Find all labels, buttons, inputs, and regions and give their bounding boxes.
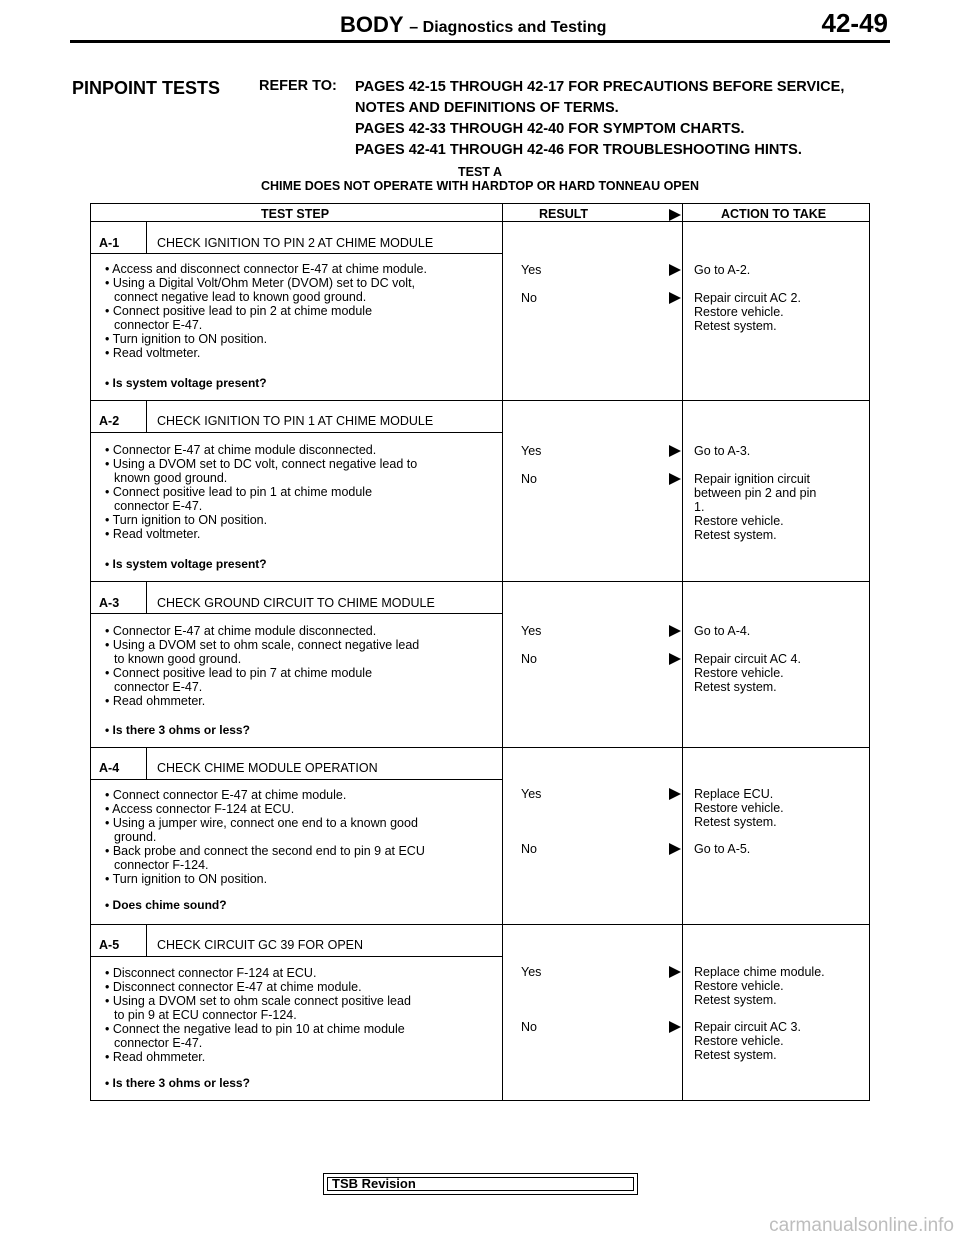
action-cell	[694, 624, 869, 638]
instruction-line: • Connect positive lead to pin 2 at chime module	[105, 304, 373, 318]
page-number: 42-49	[821, 8, 888, 38]
header-divider	[91, 221, 869, 222]
action-cell	[694, 787, 869, 829]
step-instructions	[105, 443, 495, 541]
action-cell	[694, 652, 869, 694]
instruction-line: • Connect the negative lead to pin 10 at chime module	[105, 1022, 405, 1036]
test-id: TEST A	[458, 165, 502, 179]
action-line: Restore vehicle.	[694, 514, 784, 528]
step-question: • Is system voltage present?	[105, 557, 267, 571]
instruction-line: • Disconnect connector E-47 at chime module.	[105, 980, 362, 994]
step-id: A-5	[99, 938, 120, 952]
action-line: Repair ignition circuit	[694, 472, 811, 486]
result-no: No	[521, 842, 537, 856]
refer-list	[355, 77, 885, 161]
action-cell	[694, 263, 869, 277]
refer-line: PAGES 42-41 THROUGH 42-46 FOR TROUBLESHOOTING HINTS.	[355, 142, 802, 158]
action-line: Retest system.	[694, 993, 777, 1007]
step-instructions	[105, 624, 495, 708]
step-id-divider	[146, 221, 147, 253]
step-question: • Is system voltage present?	[105, 376, 267, 390]
action-line: Replace chime module.	[694, 965, 825, 979]
action-line: Repair circuit AC 2.	[694, 291, 801, 305]
arrow-right-icon	[669, 1021, 681, 1033]
result-yes: Yes	[521, 965, 542, 979]
instruction-line: • Access and disconnect connector E-47 at chime module.	[105, 262, 427, 276]
refer-to-label: REFER TO:	[259, 78, 337, 94]
arrow-right-icon	[669, 788, 681, 800]
instruction-line: • Using a DVOM set to ohm scale connect positive lead	[105, 994, 411, 1008]
instruction-line: • Turn ignition to ON position.	[105, 872, 268, 886]
step-title-divider	[91, 613, 502, 614]
instruction-line: • Read ohmmeter.	[105, 1050, 206, 1064]
tsb-revision-box	[323, 1173, 638, 1195]
pinpoint-test-table	[90, 203, 870, 1101]
instruction-line: • Read ohmmeter.	[105, 694, 206, 708]
step-question: • Is there 3 ohms or less?	[105, 1076, 250, 1090]
instruction-line: • Connect positive lead to pin 7 at chime module	[105, 666, 373, 680]
action-line: Retest system.	[694, 319, 777, 333]
column-divider	[502, 204, 503, 1100]
instruction-line: • Read voltmeter.	[105, 527, 201, 541]
step-title: CHECK CIRCUIT GC 39 FOR OPEN	[157, 938, 364, 952]
arrow-right-icon	[669, 653, 681, 665]
arrow-right-icon	[669, 264, 681, 276]
instruction-line: • Using a jumper wire, connect one end to a known good	[105, 816, 418, 830]
arrow-right-icon	[669, 292, 681, 304]
action-line: Retest system.	[694, 815, 777, 829]
step-title: CHECK CHIME MODULE OPERATION	[157, 761, 378, 775]
step-title: CHECK GROUND CIRCUIT TO CHIME MODULE	[157, 596, 435, 610]
action-line: Retest system.	[694, 1048, 777, 1062]
instruction-line: • Connect positive lead to pin 1 at chime module	[105, 485, 373, 499]
result-no: No	[521, 291, 537, 305]
action-line: Restore vehicle.	[694, 979, 784, 993]
step-id: A-3	[99, 596, 120, 610]
refer-line: PAGES 42-15 THROUGH 42-17 FOR PRECAUTIONS BEFORE SERVICE,	[355, 79, 845, 95]
refer-line: PAGES 42-33 THROUGH 42-40 FOR SYMPTOM CHARTS.	[355, 121, 745, 137]
step-id-divider	[146, 400, 147, 432]
result-no: No	[521, 472, 537, 486]
instruction-line: • Connector E-47 at chime module disconnected.	[105, 443, 377, 457]
row-divider	[91, 581, 869, 582]
instruction-line: • Using a Digital Volt/Ohm Meter (DVOM) set to DC volt,	[105, 276, 416, 290]
action-line: Go to A-4.	[694, 624, 751, 638]
step-title-divider	[91, 253, 502, 254]
instruction-line: • Access connector F-124 at ECU.	[105, 802, 295, 816]
test-title: CHIME DOES NOT OPERATE WITH HARDTOP OR HARD TONNEAU OPEN	[261, 179, 699, 193]
instruction-line: • Connect connector E-47 at chime module.	[105, 788, 347, 802]
result-yes: Yes	[521, 263, 542, 277]
step-question: • Is there 3 ohms or less?	[105, 723, 250, 737]
instruction-line: • Using a DVOM set to ohm scale, connect negative lead	[105, 638, 420, 652]
action-line: Go to A-2.	[694, 263, 751, 277]
arrow-right-icon	[669, 445, 681, 457]
instruction-line: • Disconnect connector F-124 at ECU.	[105, 966, 317, 980]
instruction-line: • Using a DVOM set to DC volt, connect negative lead to	[105, 457, 418, 471]
instruction-line: ground.	[114, 830, 157, 844]
watermark: carmanualsonline.info	[769, 1215, 954, 1236]
action-line: Restore vehicle.	[694, 305, 784, 319]
step-id-divider	[146, 747, 147, 779]
col-head-result: RESULT	[539, 207, 589, 221]
instruction-line: • Connector E-47 at chime module disconnected.	[105, 624, 377, 638]
instruction-line: connector E-47.	[114, 318, 203, 332]
refer-line: NOTES AND DEFINITIONS OF TERMS.	[355, 100, 619, 116]
step-instructions	[105, 788, 495, 886]
arrow-right-icon	[669, 966, 681, 978]
step-title-divider	[91, 956, 502, 957]
instruction-line: connector F-124.	[114, 858, 209, 872]
step-id: A-4	[99, 761, 120, 775]
arrow-right-icon	[669, 843, 681, 855]
step-title-divider	[91, 779, 502, 780]
header-rule	[70, 40, 890, 43]
step-title: CHECK IGNITION TO PIN 2 AT CHIME MODULE	[157, 236, 434, 250]
result-yes: Yes	[521, 444, 542, 458]
instruction-line: connector E-47.	[114, 499, 203, 513]
pinpoint-tests-label: PINPOINT TESTS	[72, 78, 221, 98]
action-line: 1.	[694, 500, 705, 514]
instruction-line: • Turn ignition to ON position.	[105, 332, 268, 346]
step-id: A-1	[99, 236, 120, 250]
action-line: between pin 2 and pin	[694, 486, 817, 500]
instruction-line: connect negative lead to known good ground.	[114, 290, 367, 304]
row-divider	[91, 924, 869, 925]
arrow-right-icon	[669, 473, 681, 485]
step-id-divider	[146, 924, 147, 956]
column-divider	[682, 204, 683, 1100]
step-instructions	[105, 262, 495, 360]
instruction-line: • Read voltmeter.	[105, 346, 201, 360]
action-cell	[694, 842, 869, 856]
action-line: Restore vehicle.	[694, 801, 784, 815]
instruction-line: connector E-47.	[114, 680, 203, 694]
arrow-right-icon	[669, 625, 681, 637]
action-line: Retest system.	[694, 528, 777, 542]
action-cell	[694, 965, 869, 1007]
action-cell	[694, 291, 869, 333]
instruction-line: to known good ground.	[114, 652, 242, 666]
instruction-line: connector E-47.	[114, 1036, 203, 1050]
step-title-divider	[91, 432, 502, 433]
step-question: • Does chime sound?	[105, 898, 227, 912]
instruction-line: to pin 9 at ECU connector F-124.	[114, 1008, 297, 1022]
result-no: No	[521, 652, 537, 666]
row-divider	[91, 400, 869, 401]
action-cell	[694, 1020, 869, 1062]
page-header	[70, 8, 890, 40]
instruction-line: • Back probe and connect the second end to pin 9 at ECU	[105, 844, 425, 858]
step-title: CHECK IGNITION TO PIN 1 AT CHIME MODULE	[157, 414, 434, 428]
result-no: No	[521, 1020, 537, 1034]
step-instructions	[105, 966, 495, 1064]
section-subtitle: – Diagnostics and Testing	[409, 19, 607, 36]
result-yes: Yes	[521, 624, 542, 638]
step-id: A-2	[99, 414, 120, 428]
result-yes: Yes	[521, 787, 542, 801]
action-line: Go to A-3.	[694, 444, 751, 458]
section-title	[340, 12, 606, 38]
action-line: Restore vehicle.	[694, 1034, 784, 1048]
instruction-line: • Turn ignition to ON position.	[105, 513, 268, 527]
col-head-action: ACTION TO TAKE	[721, 207, 827, 221]
action-line: Replace ECU.	[694, 787, 774, 801]
col-head-test-step: TEST STEP	[261, 207, 330, 221]
action-cell	[694, 472, 869, 542]
action-line: Restore vehicle.	[694, 666, 784, 680]
section-title-main: BODY	[340, 12, 404, 37]
result-arrow-icon	[669, 209, 681, 221]
step-id-divider	[146, 581, 147, 613]
row-divider	[91, 747, 869, 748]
test-heading	[90, 165, 870, 193]
action-line: Go to A-5.	[694, 842, 751, 856]
action-line: Repair circuit AC 3.	[694, 1020, 801, 1034]
action-cell	[694, 444, 869, 458]
instruction-line: known good ground.	[114, 471, 228, 485]
action-line: Retest system.	[694, 680, 777, 694]
tsb-revision-label: TSB Revision	[332, 1176, 416, 1191]
action-line: Repair circuit AC 4.	[694, 652, 801, 666]
